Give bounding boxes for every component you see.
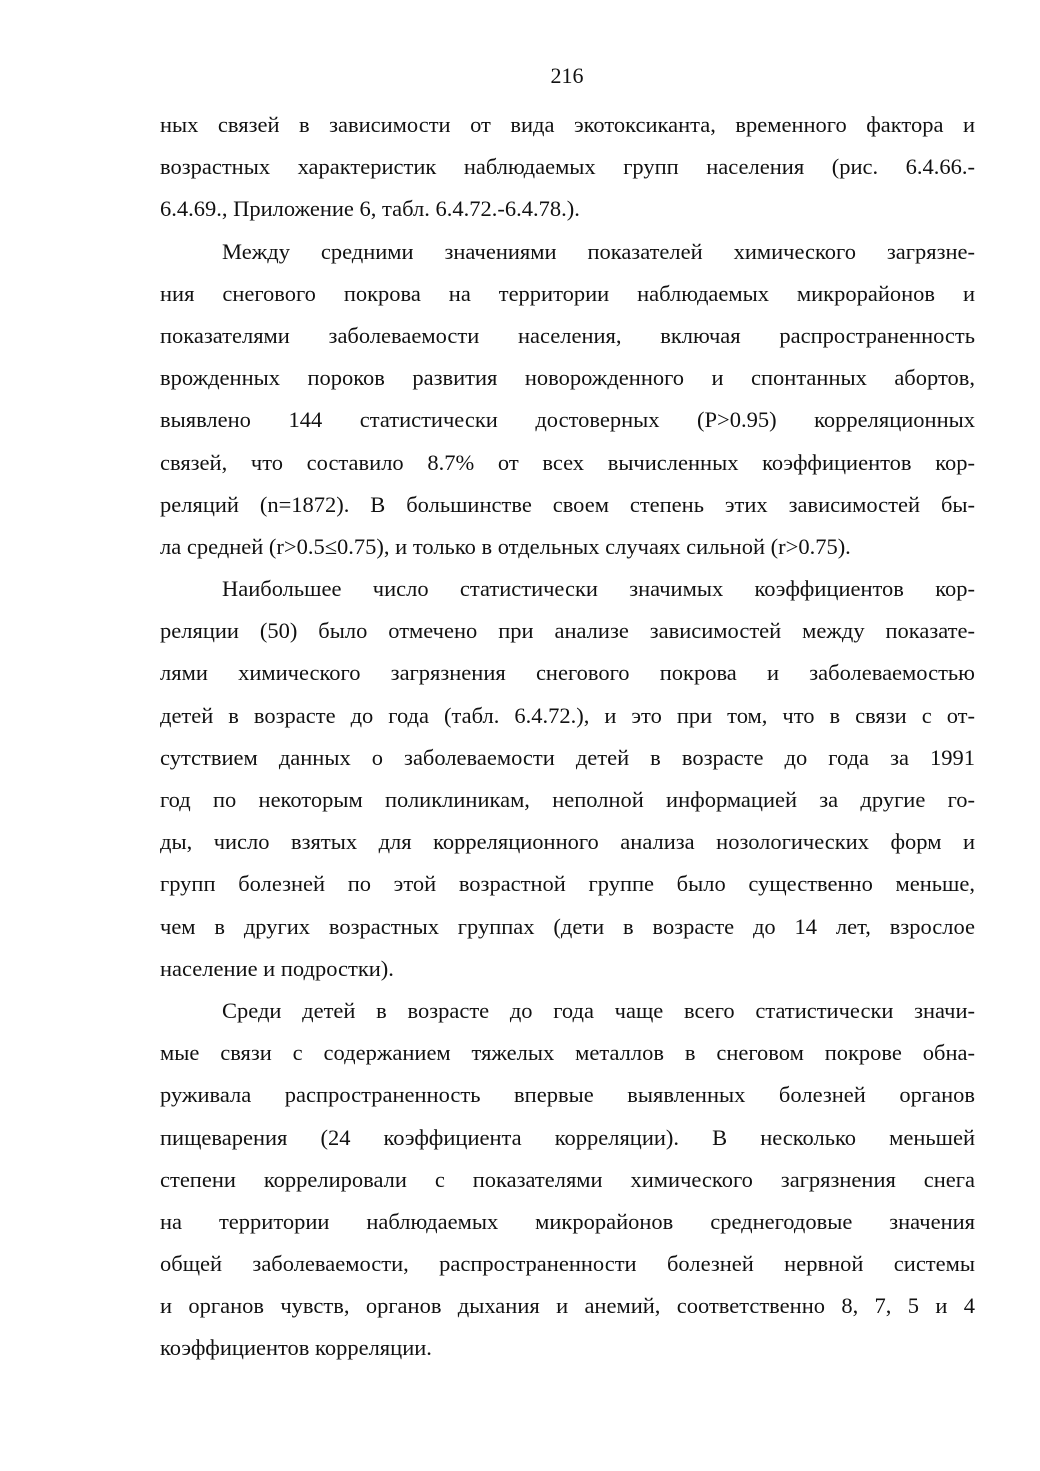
page-number: 216 [550, 63, 584, 88]
text-line: врожденных пороков развития новорожденного и спонтанных абортов, [160, 365, 975, 391]
text-line: ла средней (r>0.5≤0.75), и только в отдельных случаях сильной (r>0.75). [160, 533, 851, 559]
text-line: детей в возрасте до года (табл. 6.4.72.), и это при том, что в связи с от- [160, 702, 975, 728]
text-line: Между средними значениями показателей химического загрязне- [222, 238, 975, 264]
text-line: возрастных характеристик наблюдаемых групп населения (рис. 6.4.66.- [160, 154, 975, 180]
text-line: и органов чувств, органов дыхания и анемий, соответственно 8, 7, 5 и 4 [160, 1293, 975, 1319]
text-line: выявлено 144 статистически достоверных (Р>0.95) корреляционных [160, 407, 975, 433]
text-line: связей, что составило 8.7% от всех вычисленных коэффициентов кор- [160, 449, 975, 475]
text-line: Наибольшее число статистически значимых коэффициентов кор- [222, 576, 975, 602]
text-line: реляций (n=1872). В большинстве своем степень этих зависимостей бы- [160, 491, 975, 517]
body-text [160, 104, 975, 1370]
text-line: ния снегового покрова на территории наблюдаемых микрорайонов и [160, 280, 975, 306]
text-line: чем в других возрастных группах (дети в возрасте до 14 лет, взрослое [160, 913, 975, 939]
text-line: степени коррелировали с показателями химического загрязнения снега [160, 1166, 975, 1192]
text-line: реляции (50) было отмечено при анализе зависимостей между показате- [160, 618, 975, 644]
text-line: год по некоторым поликлиникам, неполной информацией за другие го- [160, 787, 975, 812]
text-line: общей заболеваемости, распространенности болезней нервной системы [160, 1251, 975, 1277]
text-line: показателями заболеваемости населения, включая распространенность [160, 322, 975, 348]
text-line: ды, число взятых для корреляционного анализа нозологических форм и [160, 829, 975, 855]
text-line: 6.4.69., Приложение 6, табл. 6.4.72.-6.4.78.). [160, 196, 580, 222]
text-line: на территории наблюдаемых микрорайонов среднегодовые значения [160, 1208, 975, 1234]
text-line: население и подростки). [160, 955, 394, 981]
text-line: мые связи с содержанием тяжелых металлов в снеговом покрове обна- [160, 1040, 975, 1066]
text-line: групп болезней по этой возрастной группе было существенно меньше, [160, 871, 975, 897]
text-line: Среди детей в возрасте до года чаще всего статистически значи- [222, 997, 975, 1023]
text-line: ных связей в зависимости от вида экотоксиканта, временного фактора и [160, 112, 975, 137]
text-line: лями химического загрязнения снегового покрова и заболеваемостью [160, 660, 975, 686]
text-line: руживала распространенность впервые выявленных болезней органов [160, 1082, 975, 1108]
text-line: коэффициентов корреляции. [160, 1335, 432, 1361]
text-line: пищеварения (24 коэффициента корреляции). В несколько меньшей [160, 1124, 975, 1150]
text-line: сутствием данных о заболеваемости детей в возрасте до года за 1991 [160, 744, 975, 770]
